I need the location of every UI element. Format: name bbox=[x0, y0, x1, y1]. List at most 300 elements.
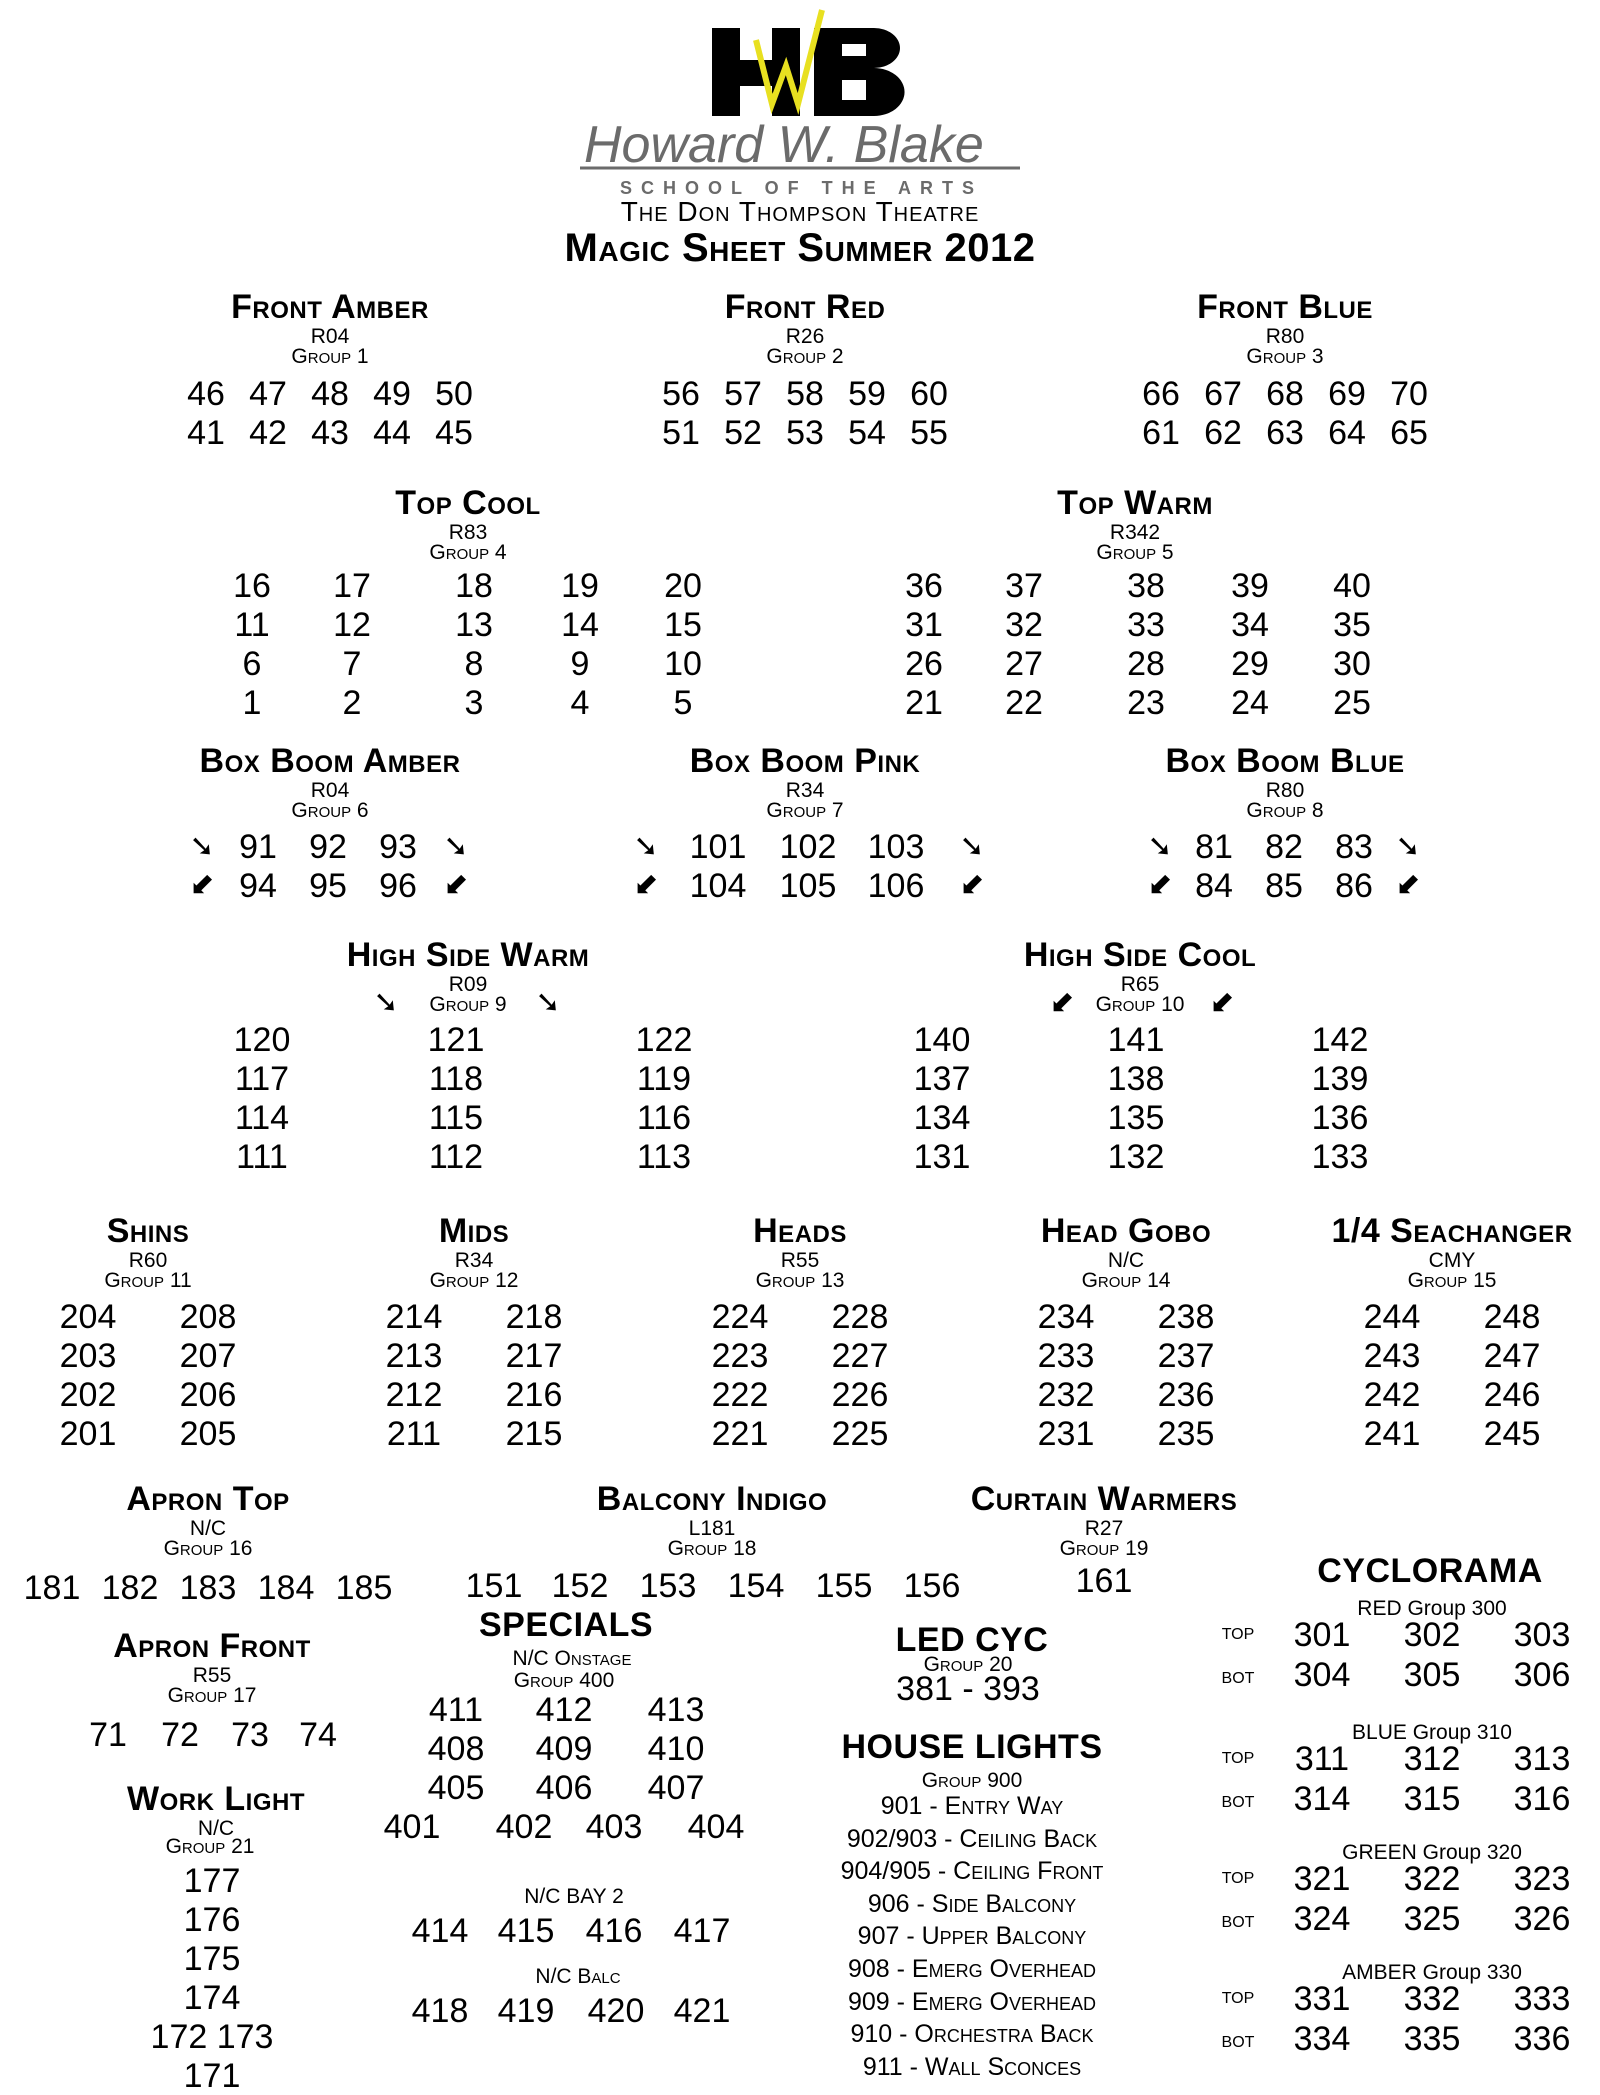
boxboom-1-group: Group 7 bbox=[766, 799, 844, 822]
boom-0-channel: 202 bbox=[59, 1376, 117, 1414]
boom-3-group: Group 14 bbox=[1081, 1269, 1171, 1292]
top-1-group: Group 5 bbox=[1096, 541, 1174, 564]
highside-1-channel: 136 bbox=[1311, 1099, 1369, 1137]
curtain-warmers-gel: R27 bbox=[1084, 1517, 1124, 1540]
front-0-title: Front Amber bbox=[231, 288, 429, 326]
svg-text:Howard W. Blake: Howard W. Blake bbox=[584, 116, 984, 174]
top-1-channel: 27 bbox=[1005, 645, 1043, 683]
specials-sub: N/C Onstage bbox=[512, 1647, 632, 1670]
arrow-down-right-icon: ➘ bbox=[535, 986, 561, 1019]
front-2-channel: 70 bbox=[1390, 375, 1428, 413]
house-lights-item: 904/905 - Ceiling Front bbox=[840, 1857, 1104, 1886]
balcony-indigo-channel: 154 bbox=[727, 1567, 785, 1605]
apron-top-channel: 182 bbox=[101, 1569, 159, 1607]
cyclorama-1-channel: 312 bbox=[1403, 1740, 1461, 1778]
cyclorama-0-channel: 302 bbox=[1403, 1616, 1461, 1654]
front-0-channel: 46 bbox=[187, 375, 225, 413]
cyclorama-3-channel: 331 bbox=[1293, 1980, 1351, 2018]
highside-1-channel: 131 bbox=[913, 1138, 971, 1176]
boxboom-1-gel: R34 bbox=[785, 779, 825, 802]
front-1-channel: 59 bbox=[848, 375, 886, 413]
boom-2-channel: 228 bbox=[831, 1298, 889, 1336]
front-1-channel: 53 bbox=[786, 414, 824, 452]
boxboom-0-channel: 96 bbox=[379, 867, 417, 905]
cyclorama-bot-label: BOT bbox=[1221, 1670, 1255, 1687]
boom-1-gel: R34 bbox=[454, 1249, 494, 1272]
boom-0-gel: R60 bbox=[128, 1249, 168, 1272]
highside-1-channel: 139 bbox=[1311, 1060, 1369, 1098]
front-2-channel: 68 bbox=[1266, 375, 1304, 413]
specials-channel: 404 bbox=[687, 1808, 745, 1846]
top-1-channel: 26 bbox=[905, 645, 943, 683]
highside-0-channel: 111 bbox=[236, 1138, 288, 1176]
work-light-channel: 172 173 bbox=[150, 2018, 274, 2056]
boxboom-1-channel: 106 bbox=[867, 867, 925, 905]
cyclorama-2-channel: 326 bbox=[1513, 1900, 1571, 1938]
balcony-indigo-channel: 153 bbox=[639, 1567, 697, 1605]
house-lights-item: 911 - Wall Sconces bbox=[862, 2052, 1082, 2081]
specials-channel: 407 bbox=[647, 1769, 705, 1807]
arrow-down-right-icon: ➘ bbox=[443, 830, 469, 863]
front-2-channel: 63 bbox=[1266, 414, 1304, 452]
top-1-channel: 28 bbox=[1127, 645, 1165, 683]
balcony-indigo-title: Balcony Indigo bbox=[596, 1480, 828, 1518]
cyclorama-1-channel: 315 bbox=[1403, 1780, 1461, 1818]
front-0-channel: 47 bbox=[249, 375, 287, 413]
apron-front-channel: 71 bbox=[89, 1716, 127, 1754]
specials-balc-channel: 419 bbox=[497, 1992, 555, 2030]
cyclorama-top-label: TOP bbox=[1221, 1870, 1255, 1887]
top-0-channel: 12 bbox=[333, 606, 371, 644]
boxboom-0-channel: 94 bbox=[239, 867, 277, 905]
top-1-channel: 22 bbox=[1005, 684, 1043, 722]
specials-bay2-channel: 417 bbox=[673, 1912, 731, 1950]
top-0-title: Top Cool bbox=[395, 484, 541, 522]
work-light-group: Group 21 bbox=[165, 1835, 255, 1858]
boom-1-channel: 216 bbox=[505, 1376, 563, 1414]
apron-front-title: Apron Front bbox=[113, 1627, 311, 1665]
work-light-gel: N/C bbox=[197, 1817, 235, 1840]
top-0-channel: 10 bbox=[664, 645, 702, 683]
front-0-channel: 44 bbox=[373, 414, 411, 452]
specials-channel: 410 bbox=[647, 1730, 705, 1768]
boom-4-channel: 248 bbox=[1483, 1298, 1541, 1336]
top-0-channel: 15 bbox=[664, 606, 702, 644]
specials-bay2-channel: 414 bbox=[411, 1912, 469, 1950]
front-1-channel: 55 bbox=[910, 414, 948, 452]
specials-channel: 403 bbox=[585, 1808, 643, 1846]
top-1-channel: 29 bbox=[1231, 645, 1269, 683]
boxboom-0-channel: 91 bbox=[239, 828, 277, 866]
boxboom-1-channel: 104 bbox=[689, 867, 747, 905]
specials-channel: 408 bbox=[427, 1730, 485, 1768]
arrow-down-left-icon: ⬋ bbox=[189, 868, 215, 901]
front-2-gel: R80 bbox=[1265, 325, 1305, 348]
specials-channel: 401 bbox=[383, 1808, 441, 1846]
front-2-group: Group 3 bbox=[1246, 345, 1324, 368]
top-1-channel: 24 bbox=[1231, 684, 1269, 722]
hwb-logo-image bbox=[560, 0, 1040, 200]
cyclorama-2-channel: 321 bbox=[1293, 1860, 1351, 1898]
highside-1-channel: 142 bbox=[1311, 1021, 1369, 1059]
arrow-down-left-icon: ⬋ bbox=[1395, 868, 1421, 901]
highside-0-channel: 121 bbox=[427, 1021, 485, 1059]
front-1-channel: 54 bbox=[848, 414, 886, 452]
boom-0-channel: 208 bbox=[179, 1298, 237, 1336]
front-0-channel: 49 bbox=[373, 375, 411, 413]
boxboom-2-title: Box Boom Blue bbox=[1165, 742, 1405, 780]
balcony-indigo-channel: 155 bbox=[815, 1567, 873, 1605]
highside-0-channel: 113 bbox=[636, 1138, 692, 1176]
boom-4-channel: 241 bbox=[1363, 1415, 1421, 1453]
cyclorama-bot-label: BOT bbox=[1221, 1794, 1255, 1811]
boom-4-channel: 246 bbox=[1483, 1376, 1541, 1414]
balcony-indigo-channel: 152 bbox=[551, 1567, 609, 1605]
specials-channel: 409 bbox=[535, 1730, 593, 1768]
apron-top-channel: 185 bbox=[335, 1569, 393, 1607]
boxboom-1-channel: 105 bbox=[779, 867, 837, 905]
apron-top-channel: 183 bbox=[179, 1569, 237, 1607]
cyclorama-group-label: AMBER Group 330 bbox=[1342, 1961, 1522, 1984]
top-0-group: Group 4 bbox=[429, 541, 507, 564]
boom-2-channel: 222 bbox=[711, 1376, 769, 1414]
top-1-channel: 23 bbox=[1127, 684, 1165, 722]
apron-front-gel: R55 bbox=[192, 1664, 232, 1687]
house-lights-group: Group 900 bbox=[921, 1769, 1023, 1792]
cyclorama-group-label: BLUE Group 310 bbox=[1352, 1721, 1512, 1744]
front-2-channel: 65 bbox=[1390, 414, 1428, 452]
front-0-channel: 50 bbox=[435, 375, 473, 413]
arrow-down-right-icon: ➘ bbox=[373, 986, 399, 1019]
highside-1-gel: R65 bbox=[1120, 973, 1160, 996]
boom-1-channel: 217 bbox=[505, 1337, 563, 1375]
boom-3-channel: 234 bbox=[1037, 1298, 1095, 1336]
top-0-channel: 3 bbox=[464, 684, 484, 722]
house-lights-item: 901 - Entry Way bbox=[880, 1792, 1064, 1820]
boxboom-1-title: Box Boom Pink bbox=[689, 742, 921, 780]
boom-1-title: Mids bbox=[438, 1212, 510, 1250]
boom-2-channel: 226 bbox=[831, 1376, 889, 1414]
boom-1-channel: 215 bbox=[505, 1415, 563, 1453]
boom-0-channel: 204 bbox=[59, 1298, 117, 1336]
front-2-channel: 62 bbox=[1204, 414, 1242, 452]
top-0-channel: 4 bbox=[570, 684, 590, 722]
front-2-channel: 69 bbox=[1328, 375, 1366, 413]
boom-4-channel: 242 bbox=[1363, 1376, 1421, 1414]
cyclorama-3-channel: 332 bbox=[1403, 1980, 1461, 2018]
front-0-gel: R04 bbox=[310, 325, 350, 348]
highside-1-group: Group 10 bbox=[1095, 993, 1185, 1016]
front-1-title: Front Red bbox=[724, 288, 886, 326]
cyclorama-1-channel: 313 bbox=[1513, 1740, 1571, 1778]
front-2-title: Front Blue bbox=[1197, 288, 1373, 326]
front-1-channel: 58 bbox=[786, 375, 824, 413]
top-0-channel: 14 bbox=[561, 606, 599, 644]
boom-4-group: Group 15 bbox=[1407, 1269, 1497, 1292]
top-0-channel: 11 bbox=[234, 606, 270, 644]
cyclorama-bot-label: BOT bbox=[1221, 1914, 1255, 1931]
house-lights-item: 909 - Emerg Overhead bbox=[847, 1987, 1097, 2016]
house-lights-item: 907 - Upper Balcony bbox=[857, 1922, 1087, 1951]
front-0-channel: 41 bbox=[187, 414, 225, 452]
top-0-channel: 9 bbox=[570, 645, 590, 683]
boom-4-title: 1/4 Seachanger bbox=[1331, 1212, 1573, 1250]
top-0-channel: 20 bbox=[664, 567, 702, 605]
top-1-channel: 38 bbox=[1127, 567, 1165, 605]
arrow-down-right-icon: ➘ bbox=[1395, 830, 1421, 863]
front-0-channel: 43 bbox=[311, 414, 349, 452]
cyclorama-1-channel: 316 bbox=[1513, 1780, 1571, 1818]
highside-1-title: High Side Cool bbox=[1023, 936, 1257, 974]
cyclorama-3-channel: 336 bbox=[1513, 2020, 1571, 2058]
top-1-channel: 30 bbox=[1333, 645, 1371, 683]
boom-4-channel: 245 bbox=[1483, 1415, 1541, 1453]
apron-top-channel: 184 bbox=[257, 1569, 315, 1607]
top-1-channel: 35 bbox=[1333, 606, 1371, 644]
top-0-channel: 18 bbox=[455, 567, 493, 605]
apron-top-title: Apron Top bbox=[126, 1480, 290, 1518]
boom-1-group: Group 12 bbox=[429, 1269, 519, 1292]
boxboom-1-channel: 101 bbox=[689, 828, 747, 866]
highside-0-channel: 119 bbox=[636, 1060, 692, 1098]
cyclorama-top-label: TOP bbox=[1221, 1626, 1255, 1643]
front-1-channel: 57 bbox=[724, 375, 762, 413]
front-2-channel: 64 bbox=[1328, 414, 1366, 452]
top-0-channel: 2 bbox=[342, 684, 362, 722]
specials-channel: 413 bbox=[647, 1691, 705, 1729]
specials-channel: 411 bbox=[428, 1691, 484, 1729]
front-0-channel: 42 bbox=[249, 414, 287, 452]
highside-0-channel: 118 bbox=[428, 1060, 484, 1098]
top-1-channel: 34 bbox=[1231, 606, 1269, 644]
boom-0-title: Shins bbox=[106, 1212, 190, 1250]
front-0-channel: 45 bbox=[435, 414, 473, 452]
highside-1-channel: 134 bbox=[913, 1099, 971, 1137]
led-cyc-group: Group 20 bbox=[923, 1653, 1013, 1676]
top-0-channel: 5 bbox=[673, 684, 693, 722]
highside-1-channel: 141 bbox=[1107, 1021, 1165, 1059]
highside-0-channel: 115 bbox=[428, 1099, 484, 1137]
boxboom-1-channel: 102 bbox=[779, 828, 837, 866]
house-lights-item: 910 - Orchestra Back bbox=[850, 2020, 1094, 2049]
apron-top-gel: N/C bbox=[189, 1517, 227, 1540]
boom-4-gel: CMY bbox=[1428, 1249, 1476, 1272]
boom-2-channel: 227 bbox=[831, 1337, 889, 1375]
boom-2-title: Heads bbox=[753, 1212, 847, 1250]
house-lights-item: 902/903 - Ceiling Back bbox=[846, 1824, 1098, 1853]
top-0-channel: 1 bbox=[242, 684, 262, 722]
front-1-group: Group 2 bbox=[766, 345, 844, 368]
work-light-channel: 177 bbox=[183, 1862, 241, 1900]
apron-front-channel: 74 bbox=[299, 1716, 337, 1754]
top-0-channel: 13 bbox=[455, 606, 493, 644]
boxboom-1-channel: 103 bbox=[867, 828, 925, 866]
boom-2-channel: 224 bbox=[711, 1298, 769, 1336]
arrow-down-left-icon: ⬋ bbox=[1049, 986, 1075, 1019]
boxboom-0-group: Group 6 bbox=[291, 799, 369, 822]
apron-top-channel: 181 bbox=[23, 1569, 81, 1607]
house-lights-title: HOUSE LIGHTS bbox=[841, 1728, 1103, 1766]
cyclorama-title: CYCLORAMA bbox=[1317, 1552, 1543, 1590]
boom-0-group: Group 11 bbox=[104, 1269, 192, 1292]
highside-0-channel: 112 bbox=[428, 1138, 484, 1176]
front-2-channel: 61 bbox=[1142, 414, 1180, 452]
boxboom-0-channel: 93 bbox=[379, 828, 417, 866]
cyclorama-group-label: GREEN Group 320 bbox=[1342, 1841, 1522, 1864]
specials-bay2-label: N/C BAY 2 bbox=[524, 1885, 624, 1908]
boxboom-0-channel: 95 bbox=[309, 867, 347, 905]
work-light-title: Work Light bbox=[127, 1780, 305, 1818]
boom-3-gel: N/C bbox=[1107, 1249, 1145, 1272]
work-light-channel: 176 bbox=[183, 1901, 241, 1939]
top-0-channel: 16 bbox=[233, 567, 271, 605]
boxboom-0-gel: R04 bbox=[310, 779, 350, 802]
highside-0-title: High Side Warm bbox=[346, 936, 590, 974]
top-1-channel: 33 bbox=[1127, 606, 1165, 644]
arrow-down-left-icon: ⬋ bbox=[1209, 986, 1235, 1019]
boom-1-channel: 218 bbox=[505, 1298, 563, 1336]
work-light-channel: 171 bbox=[183, 2057, 241, 2095]
theatre-name: The Don Thompson Theatre bbox=[620, 196, 980, 227]
arrow-down-left-icon: ⬋ bbox=[1147, 868, 1173, 901]
highside-1-channel: 137 bbox=[913, 1060, 971, 1098]
specials-balc-channel: 418 bbox=[411, 1992, 469, 2030]
led-cyc-title: LED CYC bbox=[895, 1621, 1049, 1659]
boxboom-0-title: Box Boom Amber bbox=[199, 742, 461, 780]
boom-1-channel: 212 bbox=[385, 1376, 443, 1414]
boxboom-2-channel: 84 bbox=[1195, 867, 1233, 905]
front-1-channel: 60 bbox=[910, 375, 948, 413]
balcony-indigo-group: Group 18 bbox=[667, 1537, 757, 1560]
specials-group: Group 400 bbox=[513, 1669, 615, 1692]
boom-4-channel: 243 bbox=[1363, 1337, 1421, 1375]
boom-2-channel: 225 bbox=[831, 1415, 889, 1453]
top-0-gel: R83 bbox=[448, 521, 488, 544]
front-2-channel: 66 bbox=[1142, 375, 1180, 413]
apron-front-channel: 73 bbox=[231, 1716, 269, 1754]
top-0-channel: 6 bbox=[242, 645, 262, 683]
highside-0-channel: 120 bbox=[233, 1021, 291, 1059]
highside-0-gel: R09 bbox=[448, 973, 488, 996]
highside-1-channel: 138 bbox=[1107, 1060, 1165, 1098]
specials-channel: 412 bbox=[535, 1691, 593, 1729]
work-light-channel: 174 bbox=[183, 1979, 241, 2017]
arrow-down-left-icon: ⬋ bbox=[959, 868, 985, 901]
cyclorama-group-label: RED Group 300 bbox=[1357, 1597, 1507, 1620]
boom-0-channel: 203 bbox=[59, 1337, 117, 1375]
cyclorama-0-channel: 304 bbox=[1293, 1656, 1351, 1694]
front-0-channel: 48 bbox=[311, 375, 349, 413]
boxboom-2-channel: 85 bbox=[1265, 867, 1303, 905]
highside-0-group: Group 9 bbox=[429, 993, 507, 1016]
specials-balc-label: N/C Balc bbox=[535, 1965, 621, 1988]
balcony-indigo-channel: 156 bbox=[903, 1567, 961, 1605]
boom-3-channel: 231 bbox=[1037, 1415, 1095, 1453]
top-1-channel: 31 bbox=[905, 606, 943, 644]
boom-2-group: Group 13 bbox=[755, 1269, 845, 1292]
apron-top-group: Group 16 bbox=[163, 1537, 253, 1560]
page-title: Magic Sheet Summer 2012 bbox=[564, 226, 1036, 270]
front-1-channel: 56 bbox=[662, 375, 700, 413]
top-0-channel: 7 bbox=[342, 645, 362, 683]
highside-0-channel: 116 bbox=[636, 1099, 692, 1137]
cyclorama-1-channel: 314 bbox=[1293, 1780, 1351, 1818]
logo bbox=[560, 0, 1040, 200]
boom-4-channel: 244 bbox=[1363, 1298, 1421, 1336]
front-2-channel: 67 bbox=[1204, 375, 1242, 413]
highside-1-channel: 133 bbox=[1311, 1138, 1369, 1176]
boom-2-gel: R55 bbox=[780, 1249, 820, 1272]
front-1-channel: 52 bbox=[724, 414, 762, 452]
apron-front-group: Group 17 bbox=[167, 1684, 257, 1707]
specials-balc-channel: 420 bbox=[587, 1992, 645, 2030]
boom-3-channel: 235 bbox=[1157, 1415, 1215, 1453]
house-lights-item: 906 - Side Balcony bbox=[867, 1889, 1077, 1918]
specials-channel: 406 bbox=[535, 1769, 593, 1807]
highside-0-channel: 114 bbox=[234, 1099, 290, 1137]
cyclorama-0-channel: 303 bbox=[1513, 1616, 1571, 1654]
arrow-down-right-icon: ➘ bbox=[1147, 830, 1173, 863]
top-1-channel: 40 bbox=[1333, 567, 1371, 605]
top-1-title: Top Warm bbox=[1057, 484, 1213, 522]
specials-channel: 402 bbox=[495, 1808, 553, 1846]
top-0-channel: 17 bbox=[333, 567, 371, 605]
boxboom-2-channel: 81 bbox=[1195, 828, 1233, 866]
cyclorama-2-channel: 322 bbox=[1403, 1860, 1461, 1898]
cyclorama-2-channel: 325 bbox=[1403, 1900, 1461, 1938]
cyclorama-0-channel: 301 bbox=[1293, 1616, 1351, 1654]
svg-text:SCHOOL OF THE ARTS: SCHOOL OF THE ARTS bbox=[620, 178, 984, 198]
top-1-channel: 25 bbox=[1333, 684, 1371, 722]
balcony-indigo-channel: 151 bbox=[465, 1567, 523, 1605]
arrow-down-right-icon: ➘ bbox=[959, 830, 985, 863]
work-light-channel: 175 bbox=[183, 1940, 241, 1978]
balcony-indigo-gel: L181 bbox=[688, 1517, 736, 1540]
highside-1-channel: 135 bbox=[1107, 1099, 1165, 1137]
boom-3-channel: 233 bbox=[1037, 1337, 1095, 1375]
boom-0-channel: 201 bbox=[59, 1415, 117, 1453]
cyclorama-2-channel: 323 bbox=[1513, 1860, 1571, 1898]
cyclorama-3-channel: 335 bbox=[1403, 2020, 1461, 2058]
highside-1-channel: 140 bbox=[913, 1021, 971, 1059]
cyclorama-0-channel: 305 bbox=[1403, 1656, 1461, 1694]
cyclorama-top-label: TOP bbox=[1221, 1990, 1255, 2007]
specials-bay2-channel: 416 bbox=[585, 1912, 643, 1950]
boom-0-channel: 206 bbox=[179, 1376, 237, 1414]
led-cyc-range: 381 - 393 bbox=[896, 1670, 1040, 1708]
cyclorama-1-channel: 311 bbox=[1294, 1740, 1350, 1778]
boom-3-title: Head Gobo bbox=[1040, 1212, 1212, 1250]
boom-0-channel: 205 bbox=[179, 1415, 237, 1453]
cyclorama-2-channel: 324 bbox=[1293, 1900, 1351, 1938]
specials-channel: 405 bbox=[427, 1769, 485, 1807]
boom-2-channel: 221 bbox=[711, 1415, 769, 1453]
curtain-warmers-group: Group 19 bbox=[1059, 1537, 1149, 1560]
cyclorama-bot-label: BOT bbox=[1221, 2034, 1255, 2051]
arrow-down-right-icon: ➘ bbox=[633, 830, 659, 863]
cyclorama-3-channel: 334 bbox=[1293, 2020, 1351, 2058]
top-1-channel: 37 bbox=[1005, 567, 1043, 605]
specials-balc-channel: 421 bbox=[673, 1992, 731, 2030]
top-0-channel: 19 bbox=[561, 567, 599, 605]
boom-3-channel: 232 bbox=[1037, 1376, 1095, 1414]
boxboom-0-channel: 92 bbox=[309, 828, 347, 866]
boom-1-channel: 213 bbox=[385, 1337, 443, 1375]
highside-1-channel: 132 bbox=[1107, 1138, 1165, 1176]
top-1-channel: 21 bbox=[905, 684, 943, 722]
boom-3-channel: 238 bbox=[1157, 1298, 1215, 1336]
curtain-warmers-channel: 161 bbox=[1075, 1562, 1133, 1600]
